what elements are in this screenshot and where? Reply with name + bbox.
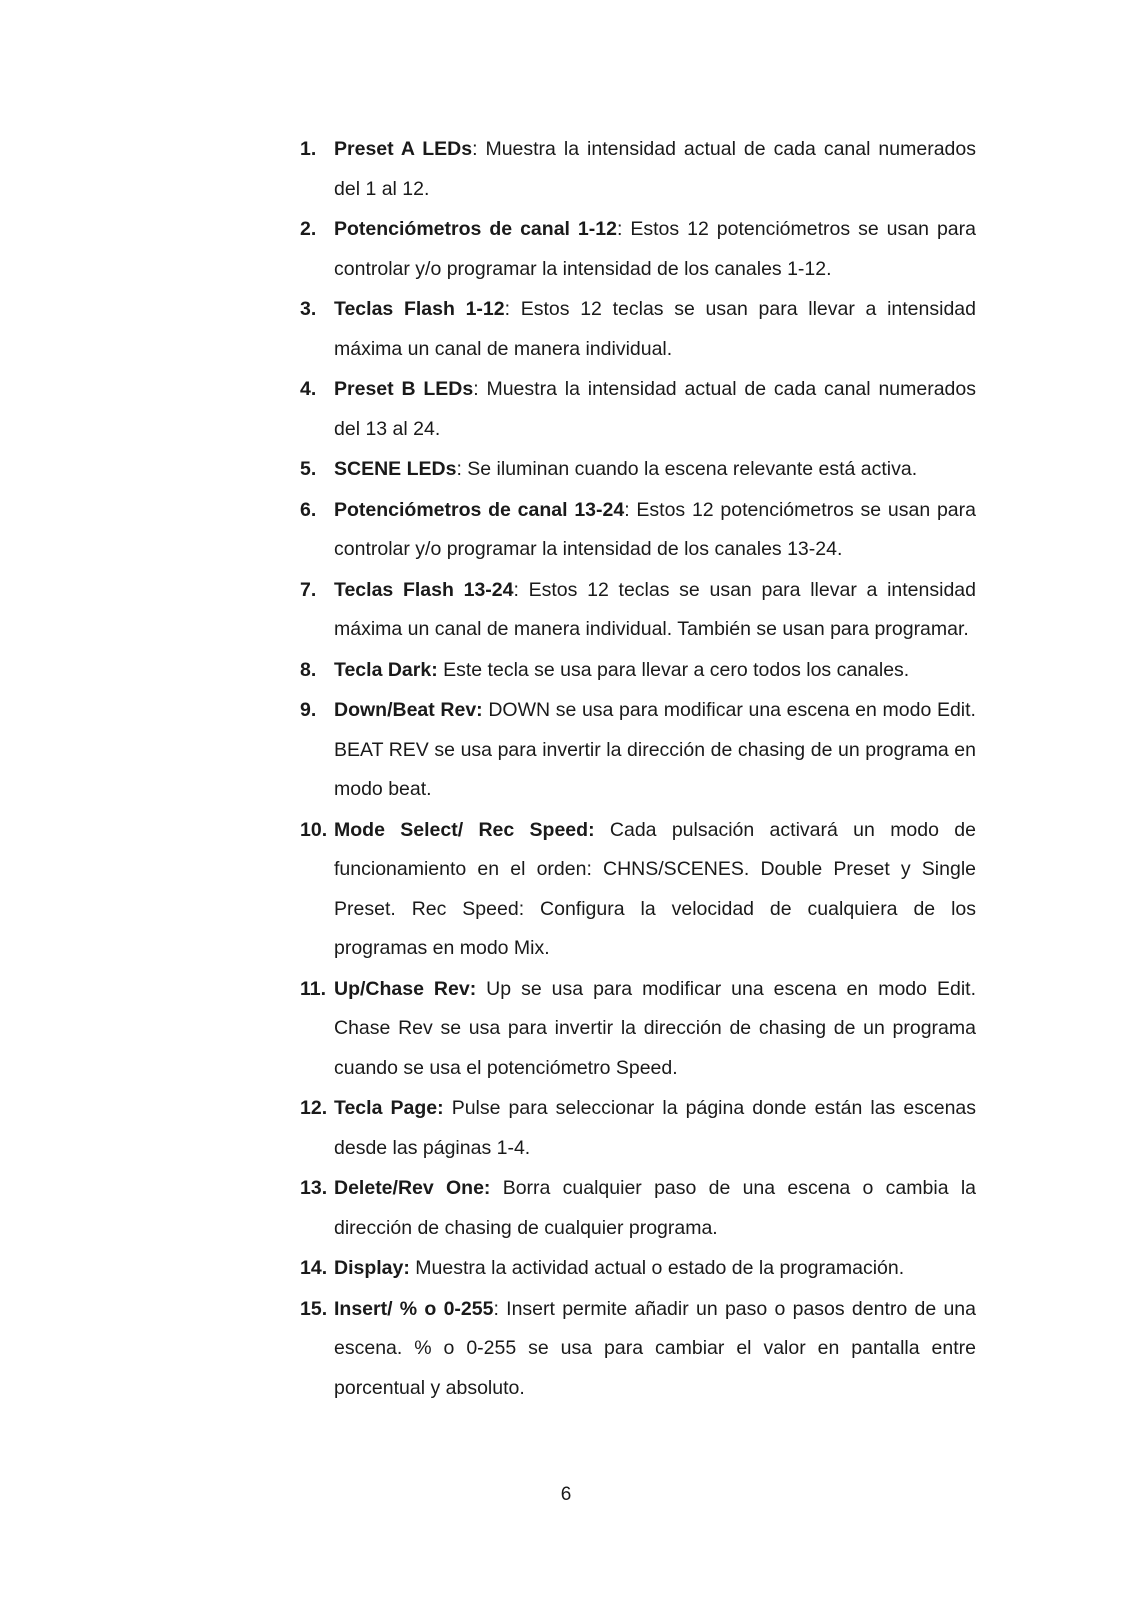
item-term: Display: — [334, 1257, 410, 1279]
item-term: Teclas Flash 13-24 — [334, 578, 514, 601]
item-text: Estos 12 potenciómetros se usan para controlar y/o programar la intensidad de los canales 1-12. — [334, 218, 976, 280]
item-number: 9. — [300, 699, 317, 721]
list-item — [300, 1089, 976, 1168]
item-text: DOWN se usa para modificar una escena en modo Edit. BEAT REV se usa para invertir la dirección de chasing de un programa en modo beat. — [334, 699, 976, 800]
item-number: 8. — [300, 658, 317, 681]
item-text: Pulse para seleccionar la página donde están las escenas desde las páginas 1-4. — [334, 1097, 977, 1159]
item-number: 14. — [300, 1257, 328, 1279]
list-item — [300, 970, 976, 1089]
item-term: Potenciómetros de canal 1-12 — [334, 218, 617, 240]
item-text: Muestra la intensidad actual de cada canal numerados del 1 al 12. — [334, 138, 976, 200]
item-separator: : — [472, 138, 478, 160]
item-separator: : — [513, 578, 519, 601]
item-term: SCENE LEDs — [334, 458, 457, 480]
list-item — [300, 210, 976, 289]
list-item — [300, 571, 976, 650]
item-term: Tecla Page: — [334, 1097, 444, 1119]
list-item — [300, 130, 976, 209]
item-term: Down/Beat Rev: — [334, 699, 483, 721]
item-number: 1. — [300, 138, 317, 160]
item-term: Preset B LEDs — [334, 378, 474, 400]
item-text: Insert permite añadir un paso o pasos dentro de una escena. % o 0-255 se usa para cambiar el valor en pantalla entre porcentual y absoluto. — [334, 1297, 976, 1399]
list-item — [300, 811, 976, 969]
item-text: Estos 12 potenciómetros se usan para controlar y/o programar la intensidad de los canales 13-24. — [334, 498, 976, 560]
item-number: 15. — [300, 1297, 328, 1320]
item-term: Up/Chase Rev: — [334, 977, 477, 1000]
item-text: Estos 12 teclas se usan para llevar a intensidad máxima un canal de manera individual. — [334, 298, 976, 360]
list-item — [300, 370, 976, 449]
item-separator: : — [616, 218, 623, 240]
item-number: 2. — [300, 218, 317, 240]
item-number: 4. — [300, 378, 317, 400]
item-term: Teclas Flash 1-12 — [334, 298, 505, 320]
list-item — [300, 1249, 976, 1289]
item-separator: : — [493, 1297, 499, 1320]
item-term: Delete/Rev One: — [334, 1177, 491, 1199]
item-text: Cada pulsación activará un modo de funcionamiento en el orden: CHNS/SCENES. Double Preset y Single Preset. Rec Speed: Configura la velocidad de cualquiera de los programas en modo Mix. — [334, 818, 976, 959]
item-term: Insert/ % o 0-255 — [334, 1297, 494, 1320]
list-item — [300, 1169, 976, 1248]
item-term: Preset A LEDs — [334, 138, 473, 160]
item-text: Estos 12 teclas se usan para llevar a intensidad máxima un canal de manera individual. También se usan para programar. — [334, 578, 976, 640]
list-item — [300, 691, 976, 810]
list-item — [300, 450, 976, 490]
item-text: Se iluminan cuando la escena relevante está activa. — [461, 458, 918, 480]
feature-list — [300, 130, 976, 1409]
page-number: 6 — [560, 1484, 572, 1505]
item-number: 6. — [300, 498, 317, 521]
item-text: Up se usa para modificar una escena en modo Edit. Chase Rev se usa para invertir la dirección de chasing de un programa cuando se usa el potenciómetro Speed. — [334, 977, 976, 1079]
list-item — [300, 290, 976, 369]
item-text: Este tecla se usa para llevar a cero todos los canales. — [437, 658, 910, 681]
item-text: Muestra la actividad actual o estado de la programación. — [409, 1257, 905, 1279]
list-item — [300, 651, 976, 691]
item-separator: : — [624, 498, 630, 521]
item-separator: : — [456, 458, 462, 480]
item-number: 3. — [300, 298, 317, 320]
item-term: Tecla Dark: — [334, 658, 438, 681]
item-number: 7. — [300, 578, 317, 601]
item-number: 5. — [300, 458, 317, 480]
item-number: 12. — [300, 1097, 328, 1119]
item-text: Borra cualquier paso de una escena o cambia la dirección de chasing de cualquier programa. — [334, 1177, 976, 1239]
list-item — [300, 491, 976, 570]
item-number: 13. — [300, 1177, 328, 1199]
item-separator: : — [504, 298, 511, 320]
item-separator: : — [473, 378, 479, 400]
item-number: 11. — [300, 977, 327, 1000]
item-text: Muestra la intensidad actual de cada canal numerados del 13 al 24. — [334, 378, 976, 440]
item-term: Mode Select/ Rec Speed: — [334, 818, 595, 841]
item-number: 10. — [300, 818, 328, 841]
list-item — [300, 1290, 976, 1409]
item-term: Potenciómetros de canal 13-24 — [334, 498, 625, 521]
